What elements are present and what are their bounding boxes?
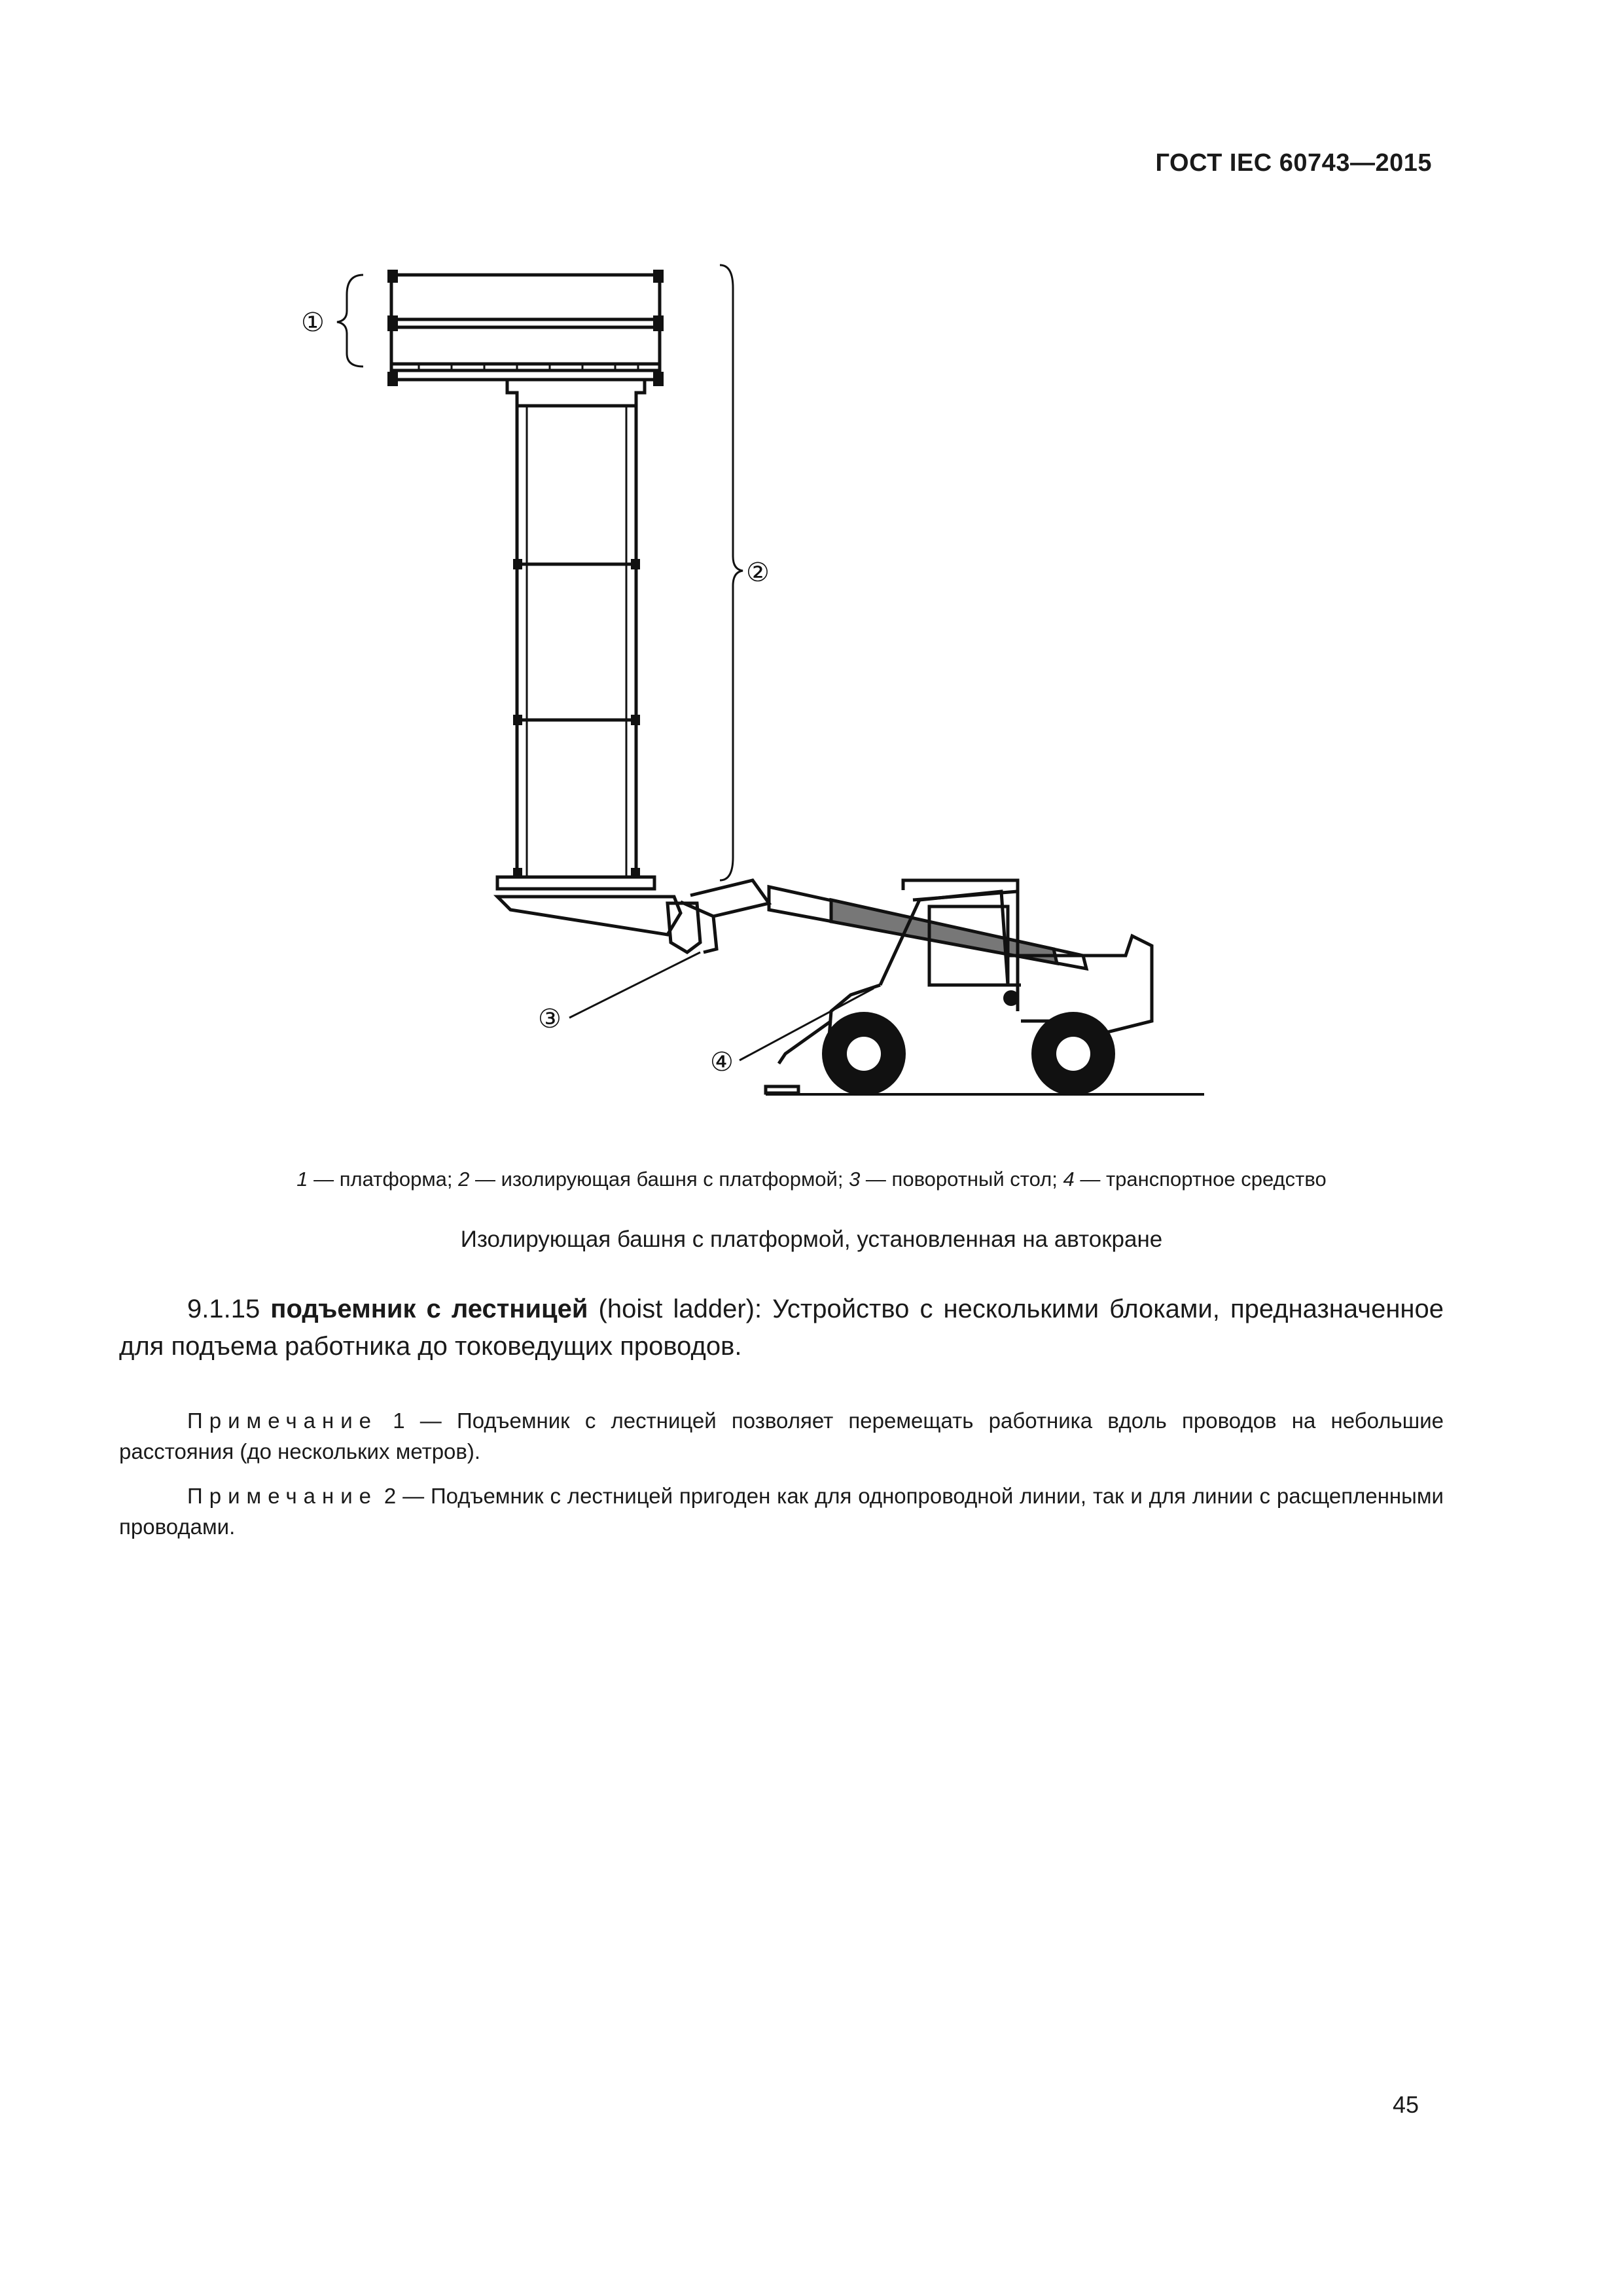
legend-num: 2 bbox=[458, 1168, 470, 1191]
note-text: — Подъемник с лестницей пригоден как для однопроводной линии, так и для линии с расщепленными проводами. bbox=[119, 1484, 1444, 1539]
figure-insulating-tower-on-crane bbox=[0, 0, 1623, 1126]
term-text: : Устройство с несколькими блоками, предназначенное для подъема работника до токоведущих проводов. bbox=[119, 1295, 1444, 1361]
legend-num: 4 bbox=[1063, 1168, 1075, 1191]
note-1 bbox=[119, 1405, 1444, 1467]
legend-text: — транспортное средство bbox=[1074, 1168, 1327, 1191]
callout-labels bbox=[301, 308, 770, 1077]
legend-num: 3 bbox=[849, 1168, 861, 1191]
note-label: Примечание bbox=[187, 1484, 378, 1508]
legend-text: — поворотный стол; bbox=[860, 1168, 1063, 1191]
note-label: Примечание bbox=[187, 1408, 378, 1433]
callout-1: ① bbox=[301, 308, 325, 338]
callout-2: ② bbox=[746, 558, 770, 588]
page-number: 45 bbox=[1392, 2091, 1419, 2118]
note-text: — Подъемник с лестницей позволяет перемещать работника вдоль проводов на небольшие расстояния (до нескольких метров). bbox=[119, 1408, 1444, 1463]
legend-num: 1 bbox=[296, 1168, 308, 1191]
term-number: 9.1.15 bbox=[187, 1295, 271, 1323]
callout-3: ③ bbox=[538, 1004, 562, 1034]
term-name: подъемник с лестницей bbox=[270, 1295, 588, 1323]
turntable-drawing bbox=[497, 880, 769, 952]
document-header: ГОСТ IEC 60743—2015 bbox=[1155, 149, 1432, 177]
figure-legend bbox=[0, 1168, 1623, 1191]
legend-text: — платформа; bbox=[308, 1168, 459, 1191]
figure-caption: Изолирующая башня с платформой, установленная на автокране bbox=[460, 1227, 1163, 1252]
vehicle-wheels bbox=[822, 990, 1115, 1096]
note-number: 1 bbox=[378, 1408, 405, 1433]
note-number: 2 bbox=[378, 1484, 397, 1508]
note-2 bbox=[119, 1480, 1444, 1542]
term-english: (hoist ladder) bbox=[588, 1295, 755, 1323]
legend-text: — изолирующая башня с платформой; bbox=[469, 1168, 849, 1191]
tower-drawing bbox=[497, 380, 654, 889]
platform-drawing bbox=[391, 275, 660, 380]
term-definition bbox=[119, 1291, 1444, 1365]
callout-leaders bbox=[337, 265, 874, 1060]
callout-4: ④ bbox=[710, 1047, 734, 1077]
